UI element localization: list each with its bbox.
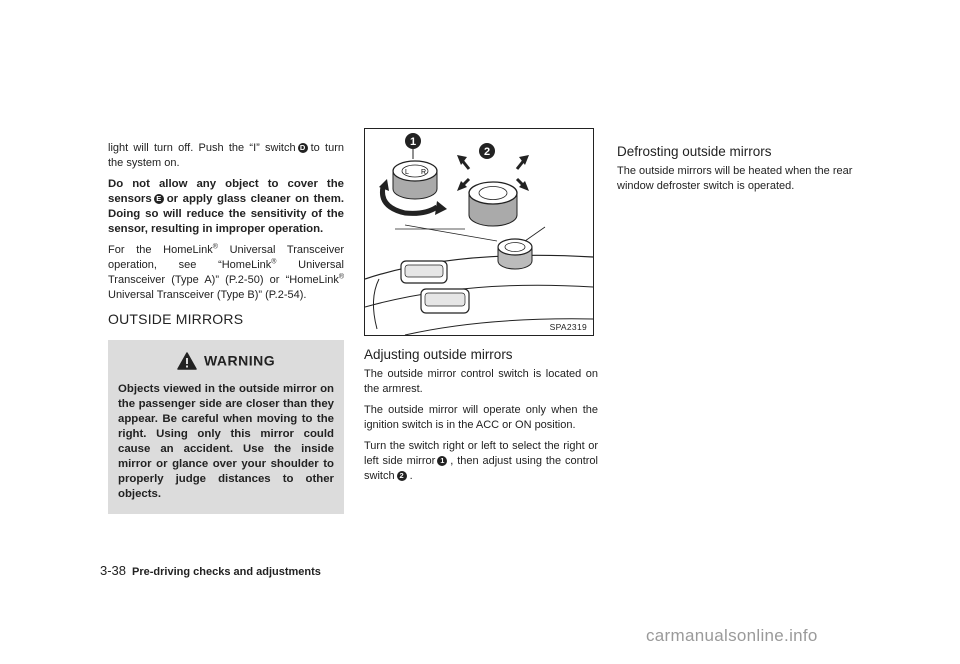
callout-marker-1: 1 bbox=[437, 456, 447, 466]
callout-marker-e: E bbox=[154, 194, 164, 204]
paragraph-defroster: The outside mirrors will be heated when the rear window defroster switch is operated. bbox=[617, 165, 853, 192]
column-left bbox=[108, 141, 344, 514]
paragraph-ignition-requirement: The outside mirror will operate only when the ignition switch is in the ACC or ON position. bbox=[364, 404, 598, 431]
figure-code: SPA2319 bbox=[549, 322, 587, 332]
heading-adjusting-mirrors: Adjusting outside mirrors bbox=[364, 347, 513, 362]
text-segment: . bbox=[409, 470, 413, 482]
column-middle bbox=[364, 346, 598, 490]
paragraph-sensor-caution bbox=[108, 177, 344, 237]
mirror-switch-illustration bbox=[364, 128, 594, 336]
heading-defrosting-mirrors: Defrosting outside mirrors bbox=[617, 144, 772, 159]
page-number: 3-38 bbox=[100, 563, 127, 578]
callout-marker-2: 2 bbox=[397, 471, 407, 481]
registered-mark: ® bbox=[271, 258, 277, 266]
text-segment: Universal Transceiver (Type A)” (P.2-50) or “HomeLink bbox=[108, 259, 344, 286]
column-right bbox=[617, 143, 853, 200]
text-segment: Universal Transceiver (Type B)” (P.2-54). bbox=[108, 289, 307, 301]
warning-title: WARNING bbox=[203, 352, 276, 369]
warning-header bbox=[118, 352, 334, 370]
page-footer bbox=[100, 563, 321, 578]
warning-box bbox=[108, 340, 344, 514]
text-segment: or apply glass cleaner on them. Doing so will reduce the sensitivity of the sensor, resulting in improper operation. bbox=[108, 193, 344, 235]
paragraph-switch-on bbox=[108, 141, 344, 171]
paragraph-homelink-reference bbox=[108, 243, 344, 303]
text-segment: For the HomeLink bbox=[108, 244, 213, 256]
mirror-control-drawing bbox=[365, 129, 593, 335]
watermark-text: carmanualsonline.info bbox=[646, 626, 818, 645]
text-segment: Universal Transceiver operation, see “HomeLink bbox=[108, 244, 344, 271]
registered-mark: ® bbox=[338, 273, 344, 281]
knob-label-r: R bbox=[421, 169, 427, 176]
callout-marker-d: D bbox=[298, 143, 308, 153]
text-segment: Turn the switch right or left to select the right or left side mirror bbox=[364, 440, 598, 467]
paragraph-select-adjust bbox=[364, 439, 598, 484]
warning-triangle-icon bbox=[177, 352, 197, 370]
warning-text: Objects viewed in the outside mirror on the passenger side are closer than they appear. Be careful when moving to the right. Using only this mirror could cause an accident. Use the inside mirror or glance over your shoulder to properly judge distances to other objects. bbox=[118, 383, 334, 500]
paragraph-switch-location: The outside mirror control switch is located on the armrest. bbox=[364, 368, 598, 395]
callout-1-label: 1 bbox=[410, 136, 417, 148]
callout-2-label: 2 bbox=[484, 146, 491, 158]
text-segment: Do not allow any object to cover the sensors bbox=[108, 178, 344, 205]
page-section-title: Pre-driving checks and adjustments bbox=[132, 566, 321, 578]
section-heading-outside-mirrors: OUTSIDE MIRRORS bbox=[108, 311, 244, 327]
text-segment: light will turn off. Push the “I” switch bbox=[108, 142, 296, 154]
knob-label-l: L bbox=[405, 169, 409, 176]
text-segment: to turn the system on. bbox=[108, 142, 344, 169]
registered-mark: ® bbox=[212, 243, 218, 251]
text-segment: , then adjust using the control switch bbox=[364, 455, 598, 482]
